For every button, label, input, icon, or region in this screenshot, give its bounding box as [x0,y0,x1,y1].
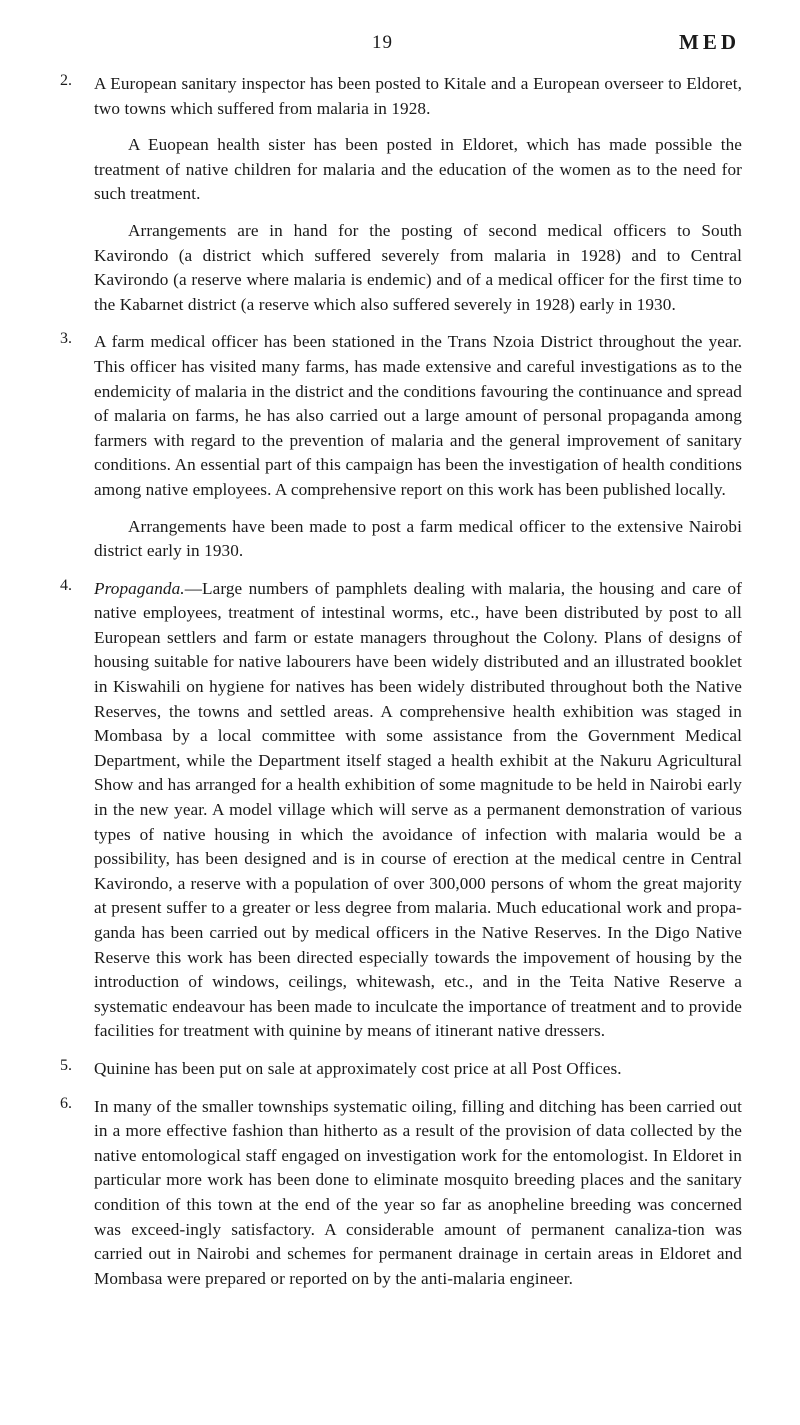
item-number: 3. [60,330,72,348]
numbered-item-4 [60,577,742,1044]
paragraph: Quinine has been put on sale at approximately cost price at all Post Offices. [94,1058,622,1078]
numbered-item-2 [60,72,742,317]
item-number: 5. [60,1056,72,1074]
paragraph-text: —Large numbers of pamphlets dealing with malaria, the housing and care of native employees, treatment of intestinal worms, etc., have been distributed by post to all European settlers and farm or estate managers throughout the Colony. Plans of designs of housing suitable for native labourers have been widely distributed and an illustrated booklet in Kiswahili on hygiene for natives has been widely distributed throughout both the Native Reserves, the towns and settled areas. A comprehensive health exhibition was staged in Mombasa by a local committee with some assistance from the Government Medical Department, while the Department itself staged a health exhibit at the Nakuru Agricultural Show and has arranged for a health exhibition of some magnitude to be held in Nairobi early in the new year. A model village which will serve as a permanent demonstration of various types of native housing in which the avoidance of infection with malaria would be a possibility, has been designed and is in course of erection at the medical centre in Central Kavirondo, a reserve with a population of over 300,000 persons of whom the great majority at present suffer to a greater or less degree from malaria. Much educational work and propa-ganda has been carried out by medical officers in the Native Reserves. In the Digo Native Reserve this work has been directed especially towards the impovement of housing by the introduction of windows, ceilings, whitewash, etc., and in the Teita Native Reserve a systematic endeavour has been made to inculcate the importance of treatment and to provide facilities for treatment with quinine by means of itinerant native dressers. [94,578,742,1041]
item-number: 6. [60,1094,72,1112]
item-number: 2. [60,72,72,89]
numbered-item-5 [60,1057,742,1082]
page-number: 19 [372,32,393,53]
numbered-item-6 [60,1095,742,1292]
running-head: MED [679,30,740,54]
paragraph: A farm medical officer has been stationed in the Trans Nzoia District throughout the year. This officer has visited many farms, has made extensive and careful investigations as to the endemicity of malaria in the district and the conditions favouring the continuance and spread of malaria on farms, he has also carried out a large amount of personal propaganda among farmers with regard to the prevention of malaria and the general improvement of sanitary conditions. An essential part of this campaign has been the investigation of health conditions among native employees. A comprehensive report on this work has been published locally. [94,332,742,499]
paragraph: A European sanitary inspector has been posted to Kitale and a European overseer to Eldoret, two towns which suffered from malaria in 1928. [94,74,742,118]
paragraph: Arrangements are in hand for the posting of second medical officers to South Kavirondo (a district which suffered severely from malaria in 1928) and to Central Kavirondo (a reserve where malaria is endemic) and of a medical officer for the first time to the Kabarnet district (a reserve which also suffered severely in 1928) early in 1930. [94,220,742,314]
numbered-item-3 [60,330,742,563]
paragraph: Arrangements have been made to post a farm medical officer to the extensive Nairobi district early in 1930. [94,516,742,561]
paragraph: A Euopean health sister has been posted in Eldoret, which has made possible the treatment of native children for malaria and the education of the women as to the need for such treatment. [94,135,742,204]
paragraph: In many of the smaller townships systematic oiling, filling and ditching has been carried out in a more effective fashion than hitherto as a result of the provision of data collected by the native entomological staff engaged on investigation work for the entomologist. In Eldoret in particular more work has been done to eliminate mosquito breeding places and the sanitary condition of this town at the end of the year so far as anopheline breeding was concerned was exceed-ingly satisfactory. A considerable amount of permanent canaliza-tion was carried out in Nairobi and schemes for permanent drainage in certain areas in Eldoret and Mombasa were prepared or reported on by the anti-malaria engineer. [94,1096,742,1288]
page-header [372,32,740,62]
document-body [60,72,742,1291]
item-number: 4. [60,576,72,594]
paragraph [94,577,742,1044]
section-heading: Propaganda. [94,578,185,598]
